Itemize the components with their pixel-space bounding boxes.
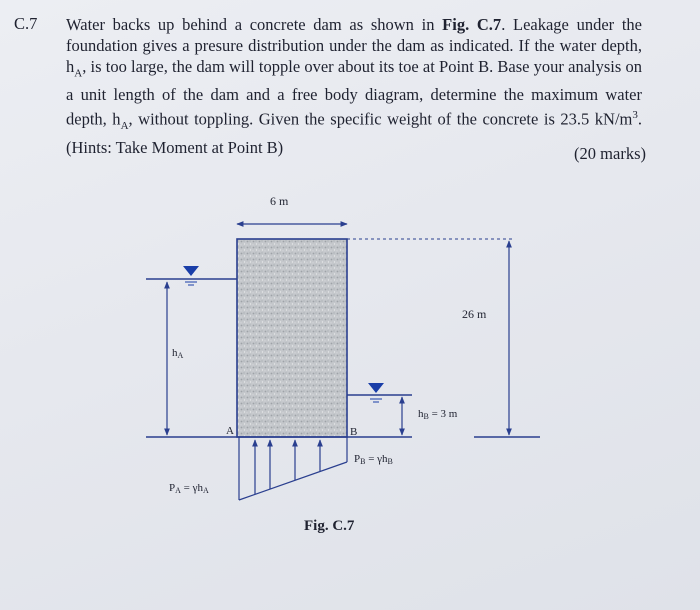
figure-caption: Fig. C.7 [304, 518, 355, 534]
uplift-pressure-diagram [239, 437, 347, 500]
point-a-label: A [226, 425, 234, 437]
question-text-2: . Leakage under the foundation gives a presure distribution under the dam as indicated. If the water depth, h [66, 15, 642, 76]
ha-label: hA [172, 347, 184, 360]
width-label: 6 m [270, 194, 289, 208]
subscript-a: A [74, 67, 83, 80]
point-b-label: B [350, 426, 358, 438]
pa-label: PA = γhA [169, 482, 209, 495]
pb-label: PB = γhB [354, 453, 393, 466]
upstream-water-marker [183, 266, 199, 285]
question-text-3: , is too large, the dam will topple over about its toe at Point B. Base your analysis on a unit length of the dam and a free body diagram, determine the maximum water depth, h [66, 57, 642, 129]
subscript-a-2: A [120, 120, 129, 133]
superscript-3: 3 [632, 109, 638, 122]
marks-label: (20 marks) [574, 144, 646, 163]
question-text-4: , without toppling. Given the specific weight of the concrete is 23.5 kN/m [128, 109, 633, 129]
figure-reference: Fig. C.7 [442, 15, 502, 34]
question-text-5: . (Hints: Take Moment at Point B) [66, 109, 642, 158]
downstream-water-marker [368, 383, 384, 402]
hb-label: hB = 3 m [418, 408, 458, 421]
question-text-1: Water backs up behind a concrete dam as shown in [66, 15, 443, 34]
height-label: 26 m [462, 307, 487, 321]
question-number: C.7 [14, 14, 38, 33]
dam-body [237, 239, 347, 437]
